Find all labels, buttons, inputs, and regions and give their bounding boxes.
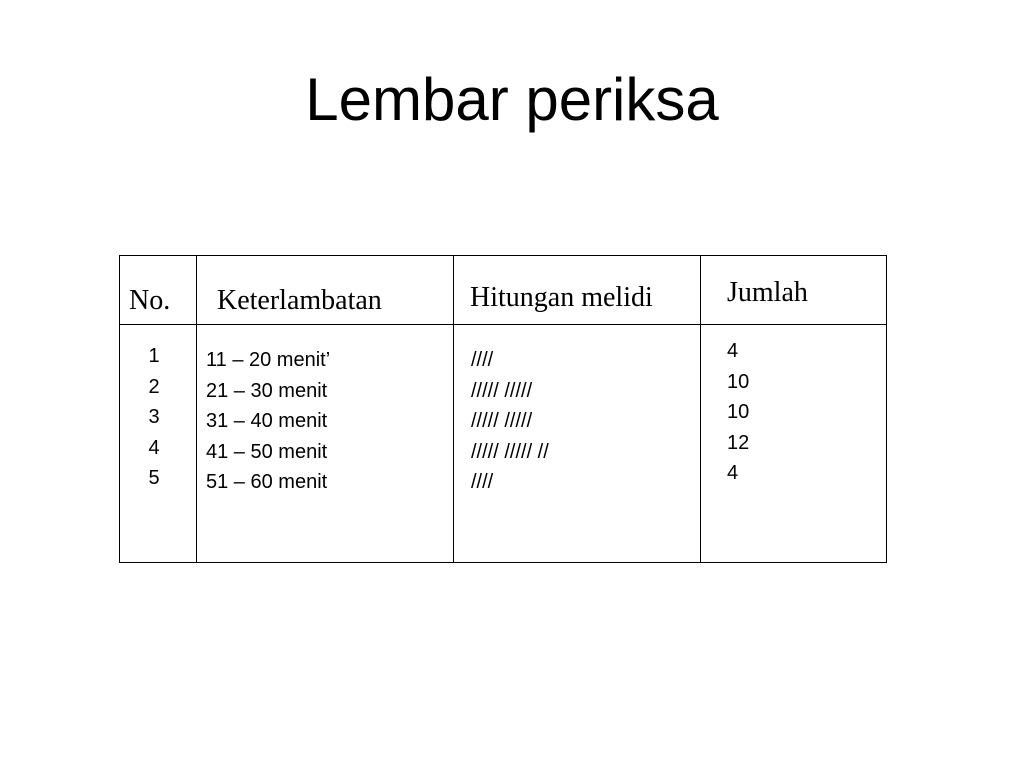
hitungan-melidi-column [471, 345, 549, 498]
slide-title: Lembar periksa [305, 66, 719, 133]
header-divider [120, 324, 886, 325]
header-no: No. [129, 285, 171, 316]
column-divider [196, 256, 197, 562]
header-hitungan-melidi: Hitungan melidi [470, 282, 653, 313]
row-keterlambatan: 51 – 60 menit [206, 471, 328, 493]
row-jumlah: 10 [727, 401, 750, 423]
row-keterlambatan: 41 – 50 menit [206, 440, 328, 463]
row-no: 1 [148, 345, 160, 367]
row-jumlah: 12 [727, 431, 750, 454]
row-keterlambatan: 11 – 20 menit’ [206, 349, 331, 371]
row-jumlah: 4 [727, 340, 739, 362]
row-jumlah: 10 [727, 370, 750, 393]
row-no: 4 [148, 436, 160, 459]
row-no: 2 [148, 375, 160, 398]
column-divider [700, 256, 701, 562]
row-no: 3 [148, 406, 160, 428]
keterlambatan-column [206, 345, 330, 498]
row-keterlambatan: 31 – 40 menit [206, 410, 328, 432]
header-jumlah: Jumlah [727, 277, 808, 308]
row-tally: ///// ///// [471, 410, 533, 432]
column-divider [453, 256, 454, 562]
row-tally: //// [471, 471, 494, 493]
checksheet-table [119, 255, 887, 563]
row-tally: //// [471, 349, 494, 371]
row-keterlambatan: 21 – 30 menit [206, 379, 328, 402]
row-jumlah: 4 [727, 462, 739, 484]
row-tally: ///// ///// // [471, 440, 549, 463]
row-tally: ///// ///// [471, 379, 533, 402]
jumlah-column [727, 336, 749, 489]
no-column [144, 341, 164, 494]
row-no: 5 [148, 467, 160, 489]
header-keterlambatan: Keterlambatan [217, 285, 382, 316]
